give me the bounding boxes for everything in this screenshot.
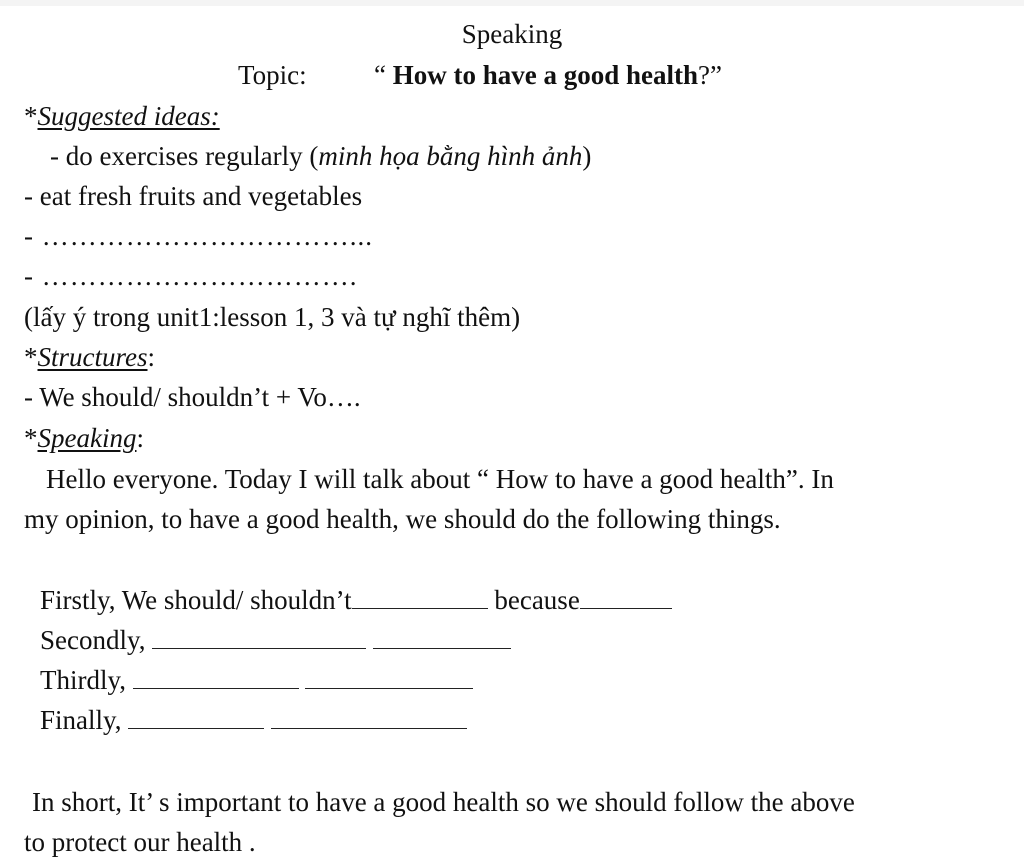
idea-suffix: ) — [582, 141, 592, 171]
answer-blank[interactable] — [128, 706, 264, 729]
conclusion-line-1 — [32, 786, 855, 818]
point-label: Secondly, — [40, 625, 146, 655]
answer-blank[interactable] — [373, 626, 511, 649]
page-top-edge — [0, 0, 1024, 6]
speaking-heading — [24, 422, 144, 454]
structure-item — [24, 381, 361, 413]
heading-colon: : — [147, 342, 156, 372]
heading-text: Speaking — [37, 423, 137, 453]
answer-blank[interactable] — [305, 666, 473, 689]
structure-text: - We should/ shouldn’t + Vo…. — [24, 382, 361, 412]
star-marker: * — [24, 342, 38, 372]
topic-value — [374, 59, 722, 91]
speaking-intro-line-2 — [24, 503, 781, 535]
suggested-ideas-heading — [24, 100, 220, 132]
answer-blank[interactable] — [580, 586, 672, 609]
answer-blank[interactable] — [352, 586, 488, 609]
idea-placeholder: - ……………………………... — [24, 221, 373, 251]
answer-blank[interactable] — [133, 666, 299, 689]
topic-text: How to have a good health — [392, 60, 699, 90]
point-connector: because — [494, 585, 580, 615]
conclusion-line-2 — [24, 826, 256, 858]
idea-item-2 — [24, 180, 362, 212]
conclusion-text: In short, It’ s important to have a good health so we should follow the above — [32, 787, 855, 817]
speaking-intro-line-1 — [46, 463, 834, 495]
intro-text: my opinion, to have a good health, we should do the following things. — [24, 504, 781, 534]
idea-note: minh họa bằng hình ảnh — [318, 141, 583, 171]
topic-label: Topic: — [238, 60, 307, 90]
point-finally — [40, 704, 467, 736]
answer-blank[interactable] — [271, 706, 467, 729]
topic-close-quote: ?” — [698, 60, 722, 90]
idea-text: - do exercises regularly ( — [50, 141, 319, 171]
heading-colon: : — [136, 423, 144, 453]
intro-text: Hello everyone. Today I will talk about “ How to have a good health”. In — [46, 464, 834, 494]
answer-blank[interactable] — [152, 626, 366, 649]
idea-placeholder: - ……………………………. — [24, 261, 358, 291]
heading-text: Structures — [37, 342, 148, 372]
structures-heading — [24, 341, 155, 373]
topic-open-quote: “ — [374, 60, 393, 90]
point-firstly — [40, 584, 672, 616]
star-marker: * — [24, 423, 38, 453]
idea-text: - eat fresh fruits and vegetables — [24, 181, 363, 211]
heading-text: Suggested ideas: — [37, 101, 220, 131]
point-label: Finally, — [40, 705, 122, 735]
document-title — [0, 18, 1024, 50]
idea-item-3-blank — [24, 220, 373, 252]
point-thirdly — [40, 664, 473, 696]
point-label: Firstly, We should/ shouldn’t — [40, 585, 352, 615]
idea-item-4-blank — [24, 260, 358, 292]
star-marker: * — [24, 101, 38, 131]
title-text: Speaking — [461, 19, 563, 49]
idea-item-1 — [50, 140, 591, 172]
point-label: Thirdly, — [40, 665, 126, 695]
ideas-note — [24, 301, 520, 333]
note-text: (lấy ý trong unit1:lesson 1, 3 và tự nghĩ thêm) — [24, 302, 521, 332]
topic-line — [238, 59, 307, 91]
conclusion-text: to protect our health . — [24, 827, 256, 857]
point-secondly — [40, 624, 511, 656]
